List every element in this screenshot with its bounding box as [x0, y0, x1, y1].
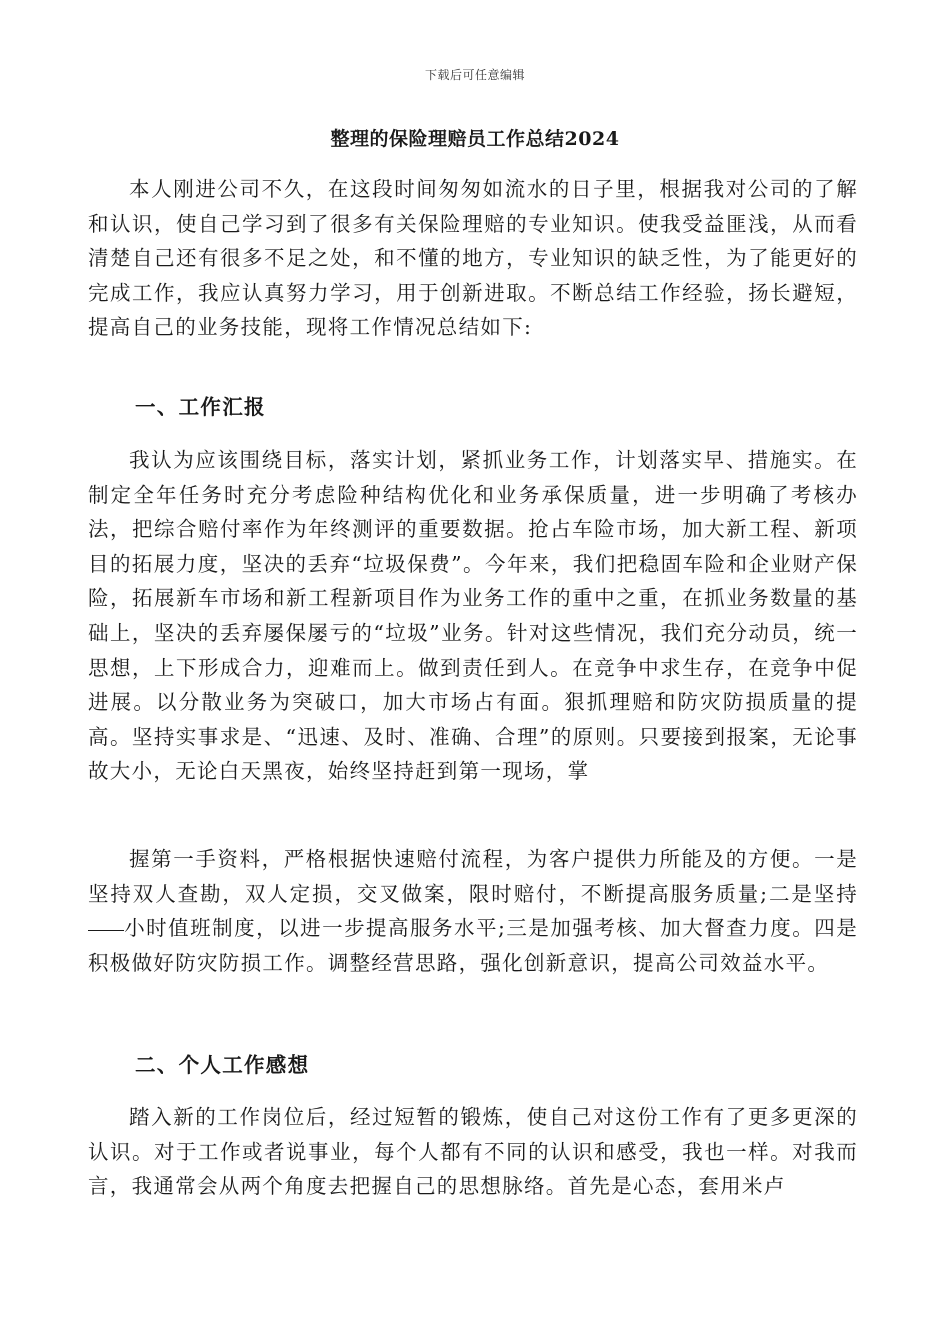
paragraph-part-after-blank: 小时值班制度，以进一步提高服务水平;三是加强考核、加大督查力度。四是积极做好防灾防损工作。调整经营思路，强化创新意识，提高公司效益水平。 — [88, 916, 858, 975]
paragraph-part-before-blank: 握第一手资料，严格根据快速赔付流程，为客户提供力所能及的方便。一是坚持双人查勘，双人定损，交叉做案，限时赔付，不断提高服务质量;二是坚持 — [88, 847, 858, 906]
paragraph-intro: 本人刚进公司不久，在这段时间匆匆如流水的日子里，根据我对公司的了解和认识，使自己学习到了很多有关保险理赔的专业知识。使我受益匪浅，从而看清楚自己还有很多不足之处，和不懂的地方，专业知识的缺乏性，为了能更好的完成工作，我应认真努力学习，用于创新进取。不断总结工作经验，扬长避短，提高自己的业务技能，现将工作情况总结如下: — [88, 177, 858, 340]
document-title: 整理的保险理赔员工作总结2024 — [330, 128, 620, 150]
paragraph-work-report-continued — [88, 842, 858, 980]
paragraph-personal-thoughts: 踏入新的工作岗位后，经过短暂的锻炼，使自己对这份工作有了更多更深的认识。对于工作或者说事业，每个人都有不同的认识和感受，我也一样。对我而言，我通常会从两个角度去把握自己的思想脉络。首先是心态，套用米卢 — [88, 1105, 858, 1199]
header-note: 下载后可任意编辑 — [424, 68, 525, 82]
paragraph-work-report: 我认为应该围绕目标，落实计划，紧抓业务工作，计划落实早、措施实。在制定全年任务时充分考虑险种结构优化和业务承保质量，进一步明确了考核办法，把综合赔付率作为年终测评的重要数据。抢占车险市场，加大新工程、新项目的拓展力度，坚决的丢弃“垃圾保费”。今年来，我们把稳固车险和企业财产保险，拓展新车市场和新工程新项目作为业务工作的重中之重，在抓业务数量的基础上，坚决的丢弃屡保屡亏的“垃圾”业务。针对这些情况，我们充分动员，统一思想，上下形成合力，迎难而上。做到责任到人。在竞争中求生存，在竞争中促进展。以分散业务为突破口，加大市场占有面。狠抓理赔和防灾防损质量的提高。坚持实事求是、“迅速、及时、准确、合理”的原则。只要接到报案，无论事故大小，无论白天黑夜，始终坚持赶到第一现场，掌 — [88, 448, 858, 784]
fill-in-blank — [88, 929, 124, 931]
section-heading-personal-thoughts: 二、个人工作感想 — [135, 1053, 310, 1077]
section-heading-work-report: 一、工作汇报 — [135, 395, 266, 419]
